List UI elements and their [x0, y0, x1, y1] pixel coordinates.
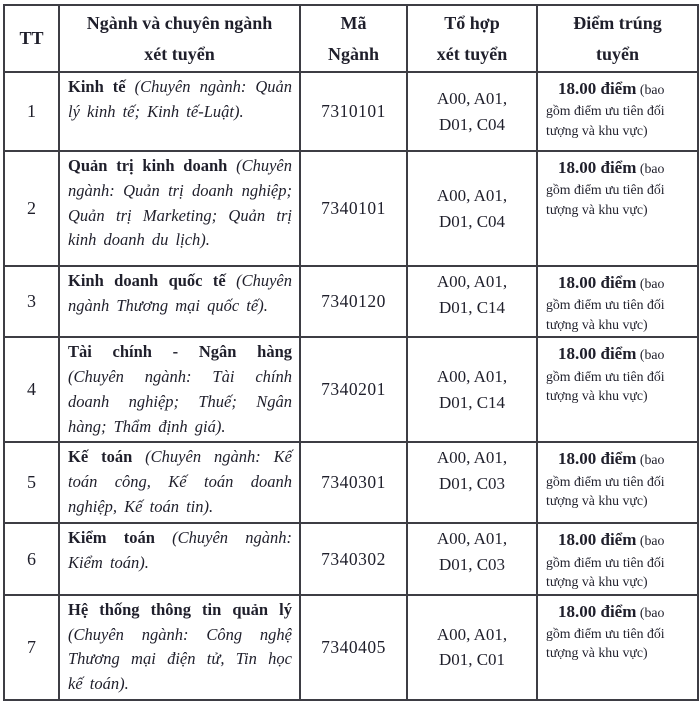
header-major	[59, 5, 300, 72]
combo-line: A00, A01,	[436, 448, 508, 468]
combo-line: D01, C04	[438, 211, 506, 231]
header-score	[537, 5, 698, 72]
combos-cell	[407, 523, 537, 594]
combos-cell	[407, 442, 537, 523]
score-value: 18.00 điểm	[558, 344, 637, 364]
major-detail: (Chuyên ngành: Quản trị doanh nghiệp; Quản trị Marketing; Quản trị kinh doanh du lịch).	[68, 156, 293, 250]
table-row	[4, 442, 698, 523]
header-code-line2: Ngành	[327, 43, 380, 64]
score-value: 18.00 điểm	[558, 449, 637, 469]
score-note: (bao gồm điểm ưu tiên đối tượng và khu vực)	[546, 161, 665, 217]
header-code-line1: Mã	[340, 13, 367, 33]
combo-line: D01, C04	[438, 114, 506, 134]
score-cell	[537, 266, 698, 337]
combo-line: D01, C03	[438, 554, 506, 574]
combo-line: D01, C01	[438, 650, 506, 670]
score-cell	[537, 442, 698, 523]
combo-line: A00, A01,	[436, 186, 508, 206]
score-cell	[537, 523, 698, 594]
header-combos-line2: xét tuyển	[436, 43, 508, 64]
row-index: 1	[4, 72, 59, 151]
major-name: Hệ thống thông tin quản lý	[68, 599, 292, 619]
table-header	[4, 5, 698, 72]
row-index: 2	[4, 151, 59, 266]
score-note: (bao gồm điểm ưu tiên đối tượng và khu vực)	[546, 604, 665, 661]
major-detail: (Chuyên ngành: Tài chính doanh nghiệp; Thuế; Ngân hàng; Thẩm định giá).	[68, 367, 292, 436]
score-value: 18.00 điểm	[558, 158, 637, 178]
combo-line: A00, A01,	[436, 529, 508, 549]
header-major-line1: Ngành và chuyên ngành	[86, 13, 273, 33]
combo-line: A00, A01,	[436, 624, 508, 644]
table-row	[4, 266, 698, 337]
major-name: Kinh tế	[68, 77, 126, 97]
header-major-line2: xét tuyển	[144, 43, 215, 64]
major-cell	[59, 72, 300, 151]
score-cell	[537, 72, 698, 151]
major-detail: (Chuyên ngành: Kế toán công, Kế toán doanh nghiệp, Kế toán tin).	[68, 447, 292, 516]
combos-cell	[407, 151, 537, 266]
major-cell	[59, 266, 300, 337]
header-score-line2: tuyển	[595, 43, 639, 64]
combo-line: D01, C14	[438, 392, 506, 412]
score-note: (bao gồm điểm ưu tiên đối tượng và khu vực)	[546, 82, 665, 138]
score-value: 18.00 điểm	[558, 601, 637, 621]
major-name: Kế toán	[68, 447, 133, 467]
row-index: 4	[4, 337, 59, 442]
major-cell	[59, 523, 300, 594]
major-detail: (Chuyên ngành: Công nghệ Thương mại điện tử, Tin học kế toán).	[68, 624, 292, 693]
header-code	[300, 5, 407, 72]
table-row	[4, 337, 698, 442]
score-cell	[537, 337, 698, 442]
score-value: 18.00 điểm	[558, 273, 637, 293]
major-detail: (Chuyên ngành: Kiểm toán).	[68, 528, 292, 573]
combo-line: A00, A01,	[436, 89, 508, 109]
header-combos-line1: Tổ hợp	[444, 13, 500, 33]
header-combos	[407, 5, 537, 72]
combos-cell	[407, 72, 537, 151]
combo-line: A00, A01,	[436, 367, 508, 387]
major-cell	[59, 337, 300, 442]
major-code: 7340301	[300, 442, 407, 523]
table-row	[4, 151, 698, 266]
combo-line: A00, A01,	[436, 272, 508, 292]
major-code: 7340120	[300, 266, 407, 337]
score-value: 18.00 điểm	[558, 79, 637, 99]
table-row	[4, 72, 698, 151]
major-code: 7340405	[300, 595, 407, 700]
major-name: Kiểm toán	[68, 528, 155, 548]
score-note: (bao gồm điểm ưu tiên đối tượng và khu vực)	[546, 452, 665, 509]
score-note: (bao gồm điểm ưu tiên đối tượng và khu vực)	[546, 347, 665, 404]
header-score-line1: Điểm trúng	[573, 13, 662, 33]
table-row	[4, 595, 698, 700]
major-code: 7310101	[300, 72, 407, 151]
table-row	[4, 523, 698, 594]
major-name: Kinh doanh quốc tế	[68, 271, 226, 291]
major-code: 7340101	[300, 151, 407, 266]
major-detail: (Chuyên ngành: Quản lý kinh tế; Kinh tế-Luật).	[68, 77, 293, 121]
major-name: Tài chính - Ngân hàng	[68, 342, 292, 362]
major-cell	[59, 595, 300, 700]
header-tt: TT	[4, 5, 59, 72]
combo-line: D01, C14	[438, 297, 506, 317]
row-index: 7	[4, 595, 59, 700]
major-code: 7340302	[300, 523, 407, 594]
row-index: 3	[4, 266, 59, 337]
major-detail: (Chuyên ngành Thương mại quốc tế).	[68, 271, 293, 315]
score-cell	[537, 151, 698, 266]
combos-cell	[407, 595, 537, 700]
combo-line: D01, C03	[438, 473, 506, 493]
score-cell	[537, 595, 698, 700]
row-index: 6	[4, 523, 59, 594]
score-note: (bao gồm điểm ưu tiên đối tượng và khu vực)	[546, 533, 665, 590]
combos-cell	[407, 266, 537, 337]
score-note: (bao gồm điểm ưu tiên đối tượng và khu vực)	[546, 276, 665, 332]
row-index: 5	[4, 442, 59, 523]
major-cell	[59, 442, 300, 523]
major-name: Quản trị kinh doanh	[68, 156, 228, 176]
major-code: 7340201	[300, 337, 407, 442]
combos-cell	[407, 337, 537, 442]
major-cell	[59, 151, 300, 266]
score-value: 18.00 điểm	[558, 530, 637, 550]
admission-scores-table	[3, 4, 699, 701]
